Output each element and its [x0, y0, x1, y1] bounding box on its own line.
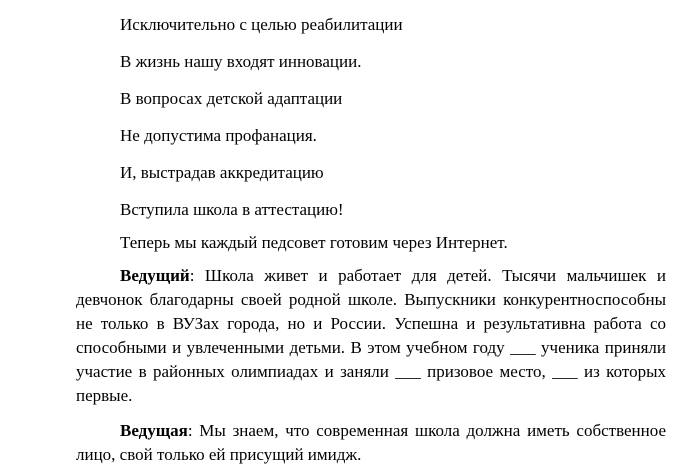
paragraph-presenter-female: [76, 419, 666, 467]
paragraph-text: : Мы знаем, что современная школа должна иметь собственное лицо, свой только ей присущий имидж.: [76, 421, 666, 464]
speaker-name: Ведущая: [120, 421, 188, 440]
paragraph-text: : Школа живет и работает для детей. Тысячи мальчишек и девчонок благодарны своей родной школе. Выпускники конкурентноспособны не только в ВУЗах города, но и России. Успешна и результативна работа со способными и увлеченными детьми. В этом учебном году ___ ученика приняли участие в районных олимпиадах и заняли ___ призовое место, ___ из которых первые.: [76, 266, 666, 405]
speaker-name: Ведущий: [120, 266, 190, 285]
poem-line-1: Исключительно с целью реабилитации: [120, 15, 403, 34]
poem-line-2: В жизнь нашу входят инновации.: [120, 52, 362, 71]
poem-line-6: Вступила школа в аттестацию!: [120, 200, 344, 219]
paragraph-presenter-male: [76, 264, 666, 408]
poem-line-3: В вопросах детской адаптации: [120, 89, 343, 108]
poem-line-4: Не допустима профанация.: [120, 126, 317, 145]
poem-line-5: И, выстрадав аккредитацию: [120, 163, 324, 182]
poem-line-7: Теперь мы каждый педсовет готовим через Интернет.: [120, 233, 508, 252]
